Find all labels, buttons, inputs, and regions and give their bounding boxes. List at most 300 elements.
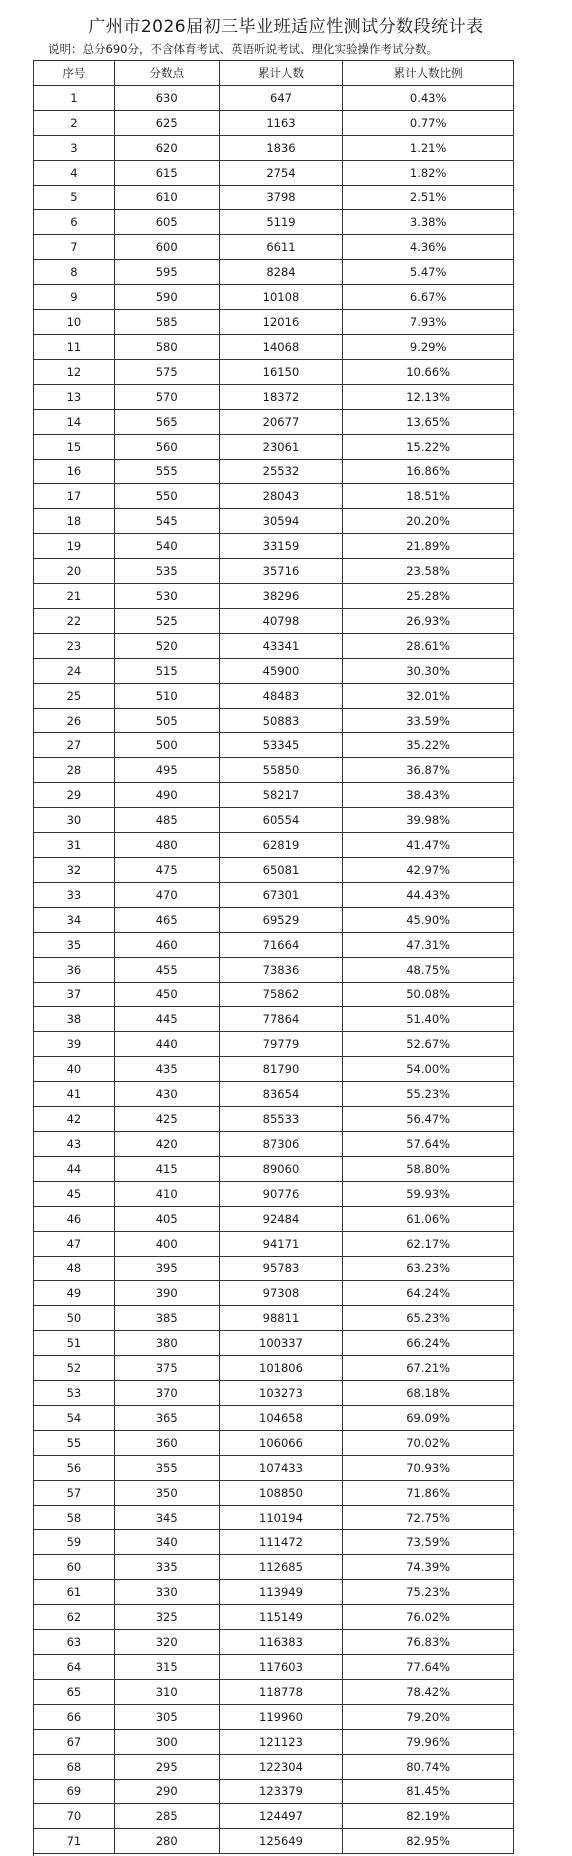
cell-index: 57: [34, 1481, 115, 1506]
cell-cumulative-ratio: 76.83%: [343, 1630, 514, 1655]
table-row: [34, 1306, 514, 1331]
cell-score: 445: [115, 1007, 220, 1032]
table-row: [34, 210, 514, 235]
cell-cumulative-count: 69529: [220, 908, 344, 933]
cell-score: 535: [115, 559, 220, 584]
cell-score: 540: [115, 534, 220, 559]
table-row: [34, 1057, 514, 1082]
page-title: 广州市2026届初三毕业班适应性测试分数段统计表: [88, 17, 484, 37]
cell-cumulative-ratio: 70.93%: [343, 1456, 514, 1481]
cell-cumulative-count: 16150: [220, 360, 344, 385]
cell-cumulative-ratio: 70.02%: [343, 1431, 514, 1456]
cell-cumulative-count: 71664: [220, 933, 344, 958]
cell-cumulative-count: 67301: [220, 883, 344, 908]
cell-cumulative-ratio: 44.43%: [343, 883, 514, 908]
table-row: [34, 310, 514, 335]
table-row: [34, 1232, 514, 1257]
table-row: [34, 136, 514, 161]
cell-score: 465: [115, 908, 220, 933]
cell-score: 300: [115, 1730, 220, 1755]
table-row: [34, 385, 514, 410]
table-row: [34, 1107, 514, 1132]
cell-cumulative-ratio: 71.86%: [343, 1481, 514, 1506]
cell-index: 28: [34, 758, 115, 783]
cell-index: 18: [34, 509, 115, 534]
cell-index: 41: [34, 1082, 115, 1107]
cell-cumulative-ratio: 25.28%: [343, 584, 514, 609]
cell-cumulative-count: 118778: [220, 1680, 344, 1705]
cell-score: 455: [115, 958, 220, 983]
cell-index: 61: [34, 1580, 115, 1605]
cell-cumulative-count: 65081: [220, 858, 344, 883]
cell-score: 405: [115, 1207, 220, 1232]
cell-cumulative-ratio: 52.67%: [343, 1032, 514, 1057]
table-row: [34, 1481, 514, 1506]
cell-score: 415: [115, 1157, 220, 1182]
cell-index: 49: [34, 1281, 115, 1306]
cell-cumulative-count: 92484: [220, 1207, 344, 1232]
table-row: [34, 634, 514, 659]
header-cell-index: 序号: [34, 61, 115, 86]
table-header-row: [34, 61, 514, 86]
cell-score: 370: [115, 1381, 220, 1406]
cell-cumulative-count: 8284: [220, 260, 344, 285]
table-row: [34, 933, 514, 958]
cell-cumulative-count: 115149: [220, 1605, 344, 1630]
cell-score: 580: [115, 335, 220, 360]
table-row: [34, 534, 514, 559]
table-row: [34, 509, 514, 534]
table-row: [34, 1207, 514, 1232]
cell-score: 490: [115, 783, 220, 808]
cell-index: 71: [34, 1829, 115, 1854]
cell-score: 425: [115, 1107, 220, 1132]
cell-cumulative-ratio: 32.01%: [343, 684, 514, 709]
table-row: [34, 1082, 514, 1107]
cell-cumulative-count: 23061: [220, 435, 344, 460]
table-row: [34, 758, 514, 783]
cell-index: 67: [34, 1730, 115, 1755]
cell-cumulative-ratio: 9.29%: [343, 335, 514, 360]
cell-score: 355: [115, 1456, 220, 1481]
cell-cumulative-ratio: 69.09%: [343, 1406, 514, 1431]
cell-cumulative-ratio: 48.75%: [343, 958, 514, 983]
cell-cumulative-ratio: 3.38%: [343, 210, 514, 235]
cell-cumulative-ratio: 58.80%: [343, 1157, 514, 1182]
cell-index: 47: [34, 1232, 115, 1257]
cell-index: 22: [34, 609, 115, 634]
table-row: [34, 1680, 514, 1705]
header-cell-cumulative-ratio: 累计人数比例: [343, 61, 514, 86]
table-row: [34, 883, 514, 908]
cell-cumulative-ratio: 13.65%: [343, 410, 514, 435]
cell-cumulative-ratio: 50.08%: [343, 983, 514, 1008]
cell-cumulative-ratio: 33.59%: [343, 709, 514, 734]
cell-index: 12: [34, 360, 115, 385]
cell-cumulative-count: 43341: [220, 634, 344, 659]
cell-score: 320: [115, 1630, 220, 1655]
table-row: [34, 1506, 514, 1531]
cell-cumulative-ratio: 64.24%: [343, 1281, 514, 1306]
cell-cumulative-count: 48483: [220, 684, 344, 709]
cell-cumulative-count: 60554: [220, 808, 344, 833]
cell-score: 475: [115, 858, 220, 883]
table-row: [34, 1356, 514, 1381]
table-row: [34, 1730, 514, 1755]
cell-score: 615: [115, 161, 220, 186]
cell-cumulative-count: 6611: [220, 235, 344, 260]
cell-index: 51: [34, 1331, 115, 1356]
cell-index: 15: [34, 435, 115, 460]
cell-score: 350: [115, 1481, 220, 1506]
cell-index: 6: [34, 210, 115, 235]
cell-index: 43: [34, 1132, 115, 1157]
cell-score: 610: [115, 186, 220, 211]
cell-cumulative-ratio: 57.64%: [343, 1132, 514, 1157]
cell-score: 560: [115, 435, 220, 460]
cell-cumulative-count: 30594: [220, 509, 344, 534]
cell-score: 605: [115, 210, 220, 235]
cell-index: 60: [34, 1555, 115, 1580]
cell-score: 510: [115, 684, 220, 709]
table-row: [34, 684, 514, 709]
cell-cumulative-ratio: 38.43%: [343, 783, 514, 808]
cell-score: 585: [115, 310, 220, 335]
cell-score: 575: [115, 360, 220, 385]
cell-cumulative-count: 75862: [220, 983, 344, 1008]
cell-cumulative-count: 110194: [220, 1506, 344, 1531]
cell-index: 44: [34, 1157, 115, 1182]
table-note: 说明：总分690分，不含体育考试、英语听说考试、理化实验操作考试分数。: [48, 42, 438, 56]
cell-score: 630: [115, 86, 220, 111]
cell-cumulative-ratio: 61.06%: [343, 1207, 514, 1232]
cell-index: 64: [34, 1655, 115, 1680]
table-row: [34, 1630, 514, 1655]
cell-cumulative-count: 55850: [220, 758, 344, 783]
cell-score: 590: [115, 285, 220, 310]
cell-cumulative-count: 20677: [220, 410, 344, 435]
cell-cumulative-count: 77864: [220, 1007, 344, 1032]
table-row: [34, 1530, 514, 1555]
cell-score: 470: [115, 883, 220, 908]
table-row: [34, 958, 514, 983]
cell-index: 62: [34, 1605, 115, 1630]
cell-cumulative-count: 87306: [220, 1132, 344, 1157]
cell-index: 50: [34, 1306, 115, 1331]
table-row: [34, 1705, 514, 1730]
table-row: [34, 1829, 514, 1854]
table-row: [34, 186, 514, 211]
cell-cumulative-ratio: 1.21%: [343, 136, 514, 161]
cell-cumulative-ratio: 16.86%: [343, 460, 514, 485]
table-row: [34, 783, 514, 808]
cell-cumulative-ratio: 72.75%: [343, 1506, 514, 1531]
cell-cumulative-count: 117603: [220, 1655, 344, 1680]
cell-cumulative-count: 28043: [220, 484, 344, 509]
cell-cumulative-count: 35716: [220, 559, 344, 584]
cell-index: 1: [34, 86, 115, 111]
table-body: [34, 86, 514, 1854]
cell-cumulative-count: 38296: [220, 584, 344, 609]
cell-cumulative-ratio: 55.23%: [343, 1082, 514, 1107]
cell-index: 59: [34, 1530, 115, 1555]
cell-cumulative-ratio: 78.42%: [343, 1680, 514, 1705]
cell-cumulative-ratio: 7.93%: [343, 310, 514, 335]
cell-score: 555: [115, 460, 220, 485]
cell-score: 325: [115, 1605, 220, 1630]
cell-cumulative-ratio: 39.98%: [343, 808, 514, 833]
cell-cumulative-count: 124497: [220, 1804, 344, 1829]
table-row: [34, 1406, 514, 1431]
table-row: [34, 659, 514, 684]
cell-cumulative-ratio: 82.95%: [343, 1829, 514, 1854]
cell-cumulative-ratio: 79.96%: [343, 1730, 514, 1755]
cell-score: 315: [115, 1655, 220, 1680]
cell-cumulative-ratio: 10.66%: [343, 360, 514, 385]
table-row: [34, 161, 514, 186]
cell-index: 23: [34, 634, 115, 659]
cell-cumulative-count: 98811: [220, 1306, 344, 1331]
table-row: [34, 1157, 514, 1182]
cell-cumulative-count: 103273: [220, 1381, 344, 1406]
cell-cumulative-ratio: 81.45%: [343, 1780, 514, 1805]
cell-index: 55: [34, 1431, 115, 1456]
cell-cumulative-ratio: 20.20%: [343, 509, 514, 534]
table-row: [34, 559, 514, 584]
cell-cumulative-count: 122304: [220, 1755, 344, 1780]
cell-index: 33: [34, 883, 115, 908]
cell-cumulative-ratio: 21.89%: [343, 534, 514, 559]
cell-cumulative-count: 101806: [220, 1356, 344, 1381]
table-row: [34, 1257, 514, 1282]
cell-score: 480: [115, 833, 220, 858]
table-row: [34, 1755, 514, 1780]
cell-index: 8: [34, 260, 115, 285]
cell-cumulative-count: 40798: [220, 609, 344, 634]
cell-index: 69: [34, 1780, 115, 1805]
cell-cumulative-count: 3798: [220, 186, 344, 211]
cell-cumulative-ratio: 51.40%: [343, 1007, 514, 1032]
cell-cumulative-count: 73836: [220, 958, 344, 983]
cell-cumulative-count: 90776: [220, 1182, 344, 1207]
table-row: [34, 484, 514, 509]
cell-score: 335: [115, 1555, 220, 1580]
cell-index: 24: [34, 659, 115, 684]
cell-score: 440: [115, 1032, 220, 1057]
cell-cumulative-count: 647: [220, 86, 344, 111]
cell-cumulative-ratio: 63.23%: [343, 1257, 514, 1282]
cell-index: 9: [34, 285, 115, 310]
table-row: [34, 1555, 514, 1580]
cell-score: 330: [115, 1580, 220, 1605]
cell-cumulative-ratio: 1.82%: [343, 161, 514, 186]
table-row: [34, 833, 514, 858]
cell-cumulative-count: 111472: [220, 1530, 344, 1555]
cell-index: 40: [34, 1057, 115, 1082]
cell-index: 56: [34, 1456, 115, 1481]
cell-index: 2: [34, 111, 115, 136]
cell-index: 10: [34, 310, 115, 335]
cell-index: 34: [34, 908, 115, 933]
table-row: [34, 584, 514, 609]
cell-score: 600: [115, 235, 220, 260]
cell-index: 7: [34, 235, 115, 260]
table-row: [34, 1804, 514, 1829]
table-row: [34, 858, 514, 883]
cell-index: 14: [34, 410, 115, 435]
cell-cumulative-count: 119960: [220, 1705, 344, 1730]
cell-cumulative-ratio: 28.61%: [343, 634, 514, 659]
table-row: [34, 808, 514, 833]
cell-cumulative-count: 106066: [220, 1431, 344, 1456]
table-row: [34, 1281, 514, 1306]
table-row: [34, 908, 514, 933]
cell-cumulative-ratio: 47.31%: [343, 933, 514, 958]
cell-cumulative-count: 95783: [220, 1257, 344, 1282]
cell-cumulative-count: 85533: [220, 1107, 344, 1132]
cell-score: 410: [115, 1182, 220, 1207]
cell-index: 35: [34, 933, 115, 958]
cell-score: 375: [115, 1356, 220, 1381]
cell-score: 435: [115, 1057, 220, 1082]
cell-index: 30: [34, 808, 115, 833]
cell-cumulative-ratio: 54.00%: [343, 1057, 514, 1082]
cell-score: 395: [115, 1257, 220, 1282]
cell-cumulative-ratio: 36.87%: [343, 758, 514, 783]
table-row: [34, 285, 514, 310]
cell-index: 29: [34, 783, 115, 808]
table-row: [34, 86, 514, 111]
cell-cumulative-count: 18372: [220, 385, 344, 410]
cell-cumulative-ratio: 68.18%: [343, 1381, 514, 1406]
cell-index: 26: [34, 709, 115, 734]
cell-cumulative-count: 58217: [220, 783, 344, 808]
cell-cumulative-ratio: 77.64%: [343, 1655, 514, 1680]
cell-index: 54: [34, 1406, 115, 1431]
table-row: [34, 435, 514, 460]
table-row: [34, 709, 514, 734]
cell-score: 430: [115, 1082, 220, 1107]
cell-cumulative-ratio: 66.24%: [343, 1331, 514, 1356]
cell-cumulative-count: 89060: [220, 1157, 344, 1182]
cell-index: 65: [34, 1680, 115, 1705]
cell-cumulative-count: 12016: [220, 310, 344, 335]
table-row: [34, 410, 514, 435]
cell-cumulative-ratio: 26.93%: [343, 609, 514, 634]
cell-score: 485: [115, 808, 220, 833]
cell-index: 39: [34, 1032, 115, 1057]
cell-cumulative-ratio: 30.30%: [343, 659, 514, 684]
cell-index: 27: [34, 733, 115, 758]
table-row: [34, 460, 514, 485]
cell-score: 530: [115, 584, 220, 609]
cell-cumulative-count: 121123: [220, 1730, 344, 1755]
cell-cumulative-ratio: 67.21%: [343, 1356, 514, 1381]
cell-cumulative-ratio: 18.51%: [343, 484, 514, 509]
cell-score: 505: [115, 709, 220, 734]
cell-index: 32: [34, 858, 115, 883]
cell-cumulative-count: 104658: [220, 1406, 344, 1431]
table-row: [34, 1132, 514, 1157]
table-row: [34, 1381, 514, 1406]
cell-cumulative-count: 107433: [220, 1456, 344, 1481]
cell-score: 340: [115, 1530, 220, 1555]
table-row: [34, 983, 514, 1008]
cell-cumulative-ratio: 82.19%: [343, 1804, 514, 1829]
cell-cumulative-ratio: 75.23%: [343, 1580, 514, 1605]
cell-cumulative-ratio: 79.20%: [343, 1705, 514, 1730]
table-row: [34, 1331, 514, 1356]
cell-score: 420: [115, 1132, 220, 1157]
cell-cumulative-count: 1163: [220, 111, 344, 136]
cell-cumulative-ratio: 76.02%: [343, 1605, 514, 1630]
cell-index: 11: [34, 335, 115, 360]
cell-score: 390: [115, 1281, 220, 1306]
cell-cumulative-count: 62819: [220, 833, 344, 858]
table-row: [34, 235, 514, 260]
cell-cumulative-count: 116383: [220, 1630, 344, 1655]
cell-index: 21: [34, 584, 115, 609]
cell-index: 4: [34, 161, 115, 186]
table-row: [34, 1456, 514, 1481]
cell-cumulative-ratio: 80.74%: [343, 1755, 514, 1780]
table-row: [34, 1780, 514, 1805]
cell-index: 52: [34, 1356, 115, 1381]
cell-score: 625: [115, 111, 220, 136]
cell-score: 305: [115, 1705, 220, 1730]
cell-score: 520: [115, 634, 220, 659]
cell-cumulative-ratio: 45.90%: [343, 908, 514, 933]
cell-index: 63: [34, 1630, 115, 1655]
cell-cumulative-count: 14068: [220, 335, 344, 360]
cell-cumulative-count: 112685: [220, 1555, 344, 1580]
header-cell-score: 分数点: [115, 61, 220, 86]
cell-cumulative-ratio: 4.36%: [343, 235, 514, 260]
cell-index: 20: [34, 559, 115, 584]
cell-cumulative-ratio: 0.77%: [343, 111, 514, 136]
cell-cumulative-count: 53345: [220, 733, 344, 758]
cell-score: 385: [115, 1306, 220, 1331]
cell-cumulative-ratio: 42.97%: [343, 858, 514, 883]
cell-index: 46: [34, 1207, 115, 1232]
cell-score: 295: [115, 1755, 220, 1780]
cell-cumulative-count: 79779: [220, 1032, 344, 1057]
cell-index: 17: [34, 484, 115, 509]
cell-score: 565: [115, 410, 220, 435]
cell-cumulative-count: 123379: [220, 1780, 344, 1805]
table-row: [34, 360, 514, 385]
cell-index: 37: [34, 983, 115, 1008]
cell-index: 68: [34, 1755, 115, 1780]
cell-cumulative-count: 113949: [220, 1580, 344, 1605]
cell-index: 19: [34, 534, 115, 559]
cell-cumulative-count: 2754: [220, 161, 344, 186]
cell-score: 515: [115, 659, 220, 684]
table-row: [34, 1580, 514, 1605]
cell-cumulative-count: 83654: [220, 1082, 344, 1107]
table-row: [34, 260, 514, 285]
cell-cumulative-ratio: 62.17%: [343, 1232, 514, 1257]
cell-score: 285: [115, 1804, 220, 1829]
cell-index: 13: [34, 385, 115, 410]
cell-score: 280: [115, 1829, 220, 1854]
cell-cumulative-count: 33159: [220, 534, 344, 559]
cell-score: 345: [115, 1506, 220, 1531]
cell-score: 500: [115, 733, 220, 758]
cell-cumulative-count: 50883: [220, 709, 344, 734]
cell-index: 38: [34, 1007, 115, 1032]
cell-score: 550: [115, 484, 220, 509]
